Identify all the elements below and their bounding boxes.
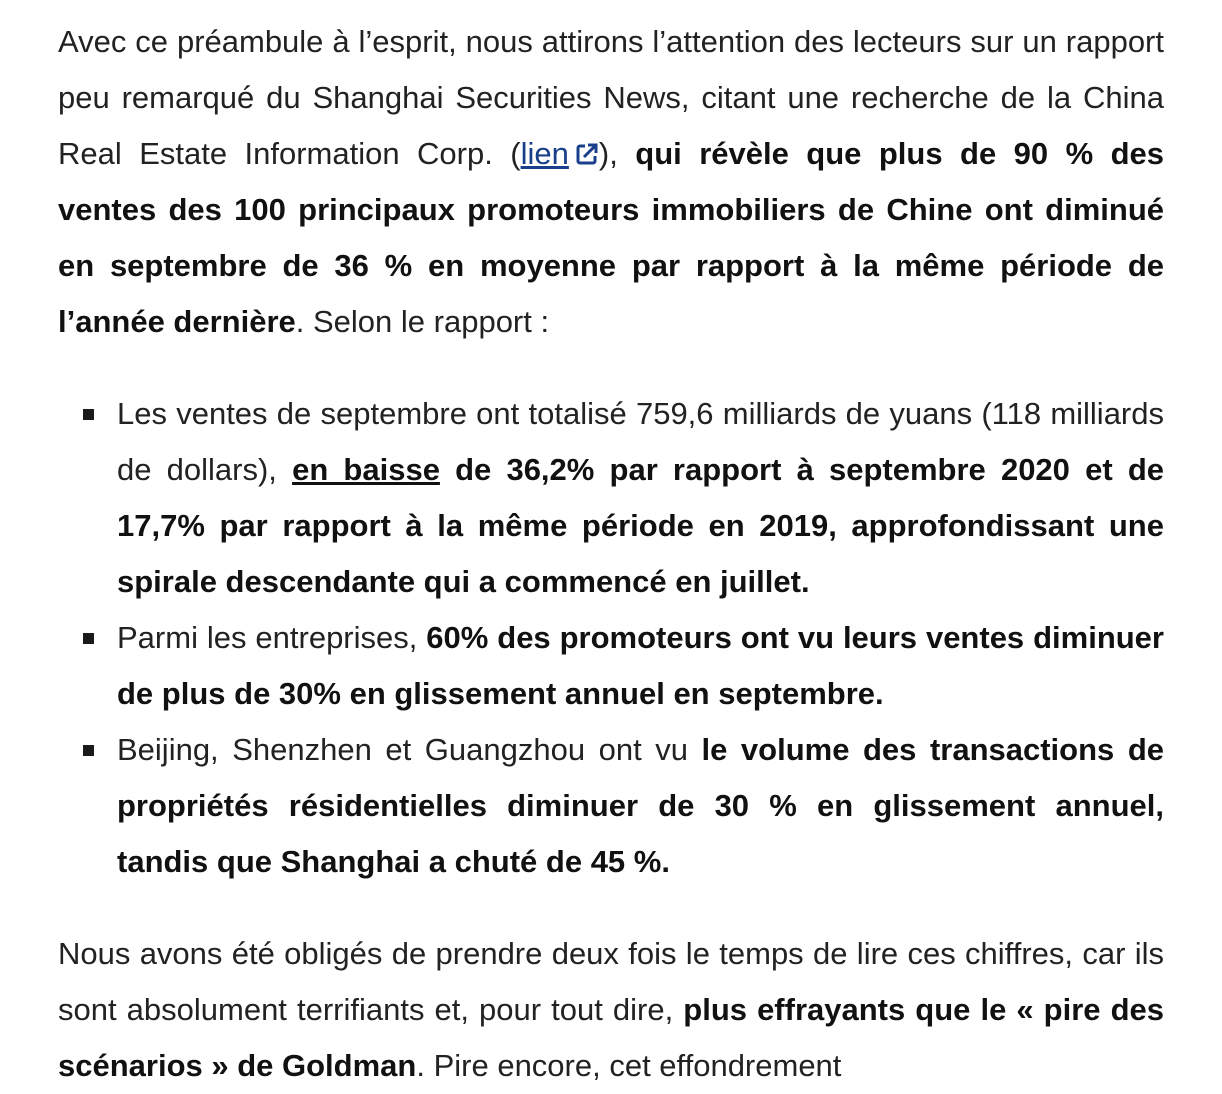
text: . Pire encore, cet effondrement	[416, 1048, 842, 1083]
bold-text: qui révèle que plus de 90 % des ventes des 100 principaux promoteurs immobiliers de Chine ont diminué en septembre de 36 % en moyenne par rapport à la même période de l’année dernière	[58, 136, 1164, 339]
source-link[interactable]	[521, 136, 569, 171]
bold-text: 60% des promoteurs ont vu leurs ventes diminuer de plus de 30% en glissement annuel en septembre.	[117, 620, 1164, 711]
text: Beijing, Shenzhen et Guangzhou ont vu	[117, 732, 702, 767]
underlined-text: en baisse	[292, 452, 440, 487]
paragraph-conclusion	[58, 926, 1164, 1094]
paragraph-intro	[58, 14, 1164, 350]
bold-underlined-text	[292, 452, 440, 487]
bold-text: de 36,2% par rapport à septembre 2020 et de 17,7% par rapport à la même période en 2019, approfondissant une spirale descendante qui a commencé en juillet.	[117, 452, 1164, 599]
bold-text: plus effrayants que le « pire des scénarios » de Goldman	[58, 992, 1165, 1083]
article-body	[58, 14, 1164, 1094]
text: Nous avons été obligés de prendre deux fois le temps de lire ces chiffres, car ils sont absolument terrifiants et, pour tout dire,	[58, 936, 1164, 1027]
link-text[interactable]: lien	[520, 136, 569, 171]
list-item	[117, 610, 1164, 722]
text: Parmi les entreprises,	[117, 620, 427, 655]
text: ),	[598, 136, 636, 171]
external-link-icon[interactable]	[575, 128, 599, 152]
list-item	[117, 386, 1164, 610]
bold-text: le volume des transactions de propriétés résidentielles diminuer de 30 % en glissement annuel, tandis que Shanghai a chuté de 45 %.	[117, 732, 1165, 879]
bullet-list	[58, 386, 1164, 890]
text: Les ventes de septembre ont totalisé 759,6 milliards de yuans (118 milliards de dollars),	[117, 396, 1164, 487]
text: Avec ce préambule à l’esprit, nous attirons l’attention des lecteurs sur un rapport peu remarqué du Shanghai Securities News, citant une recherche de la China Real Estate Information Corp. (	[58, 24, 1164, 171]
text: . Selon le rapport :	[295, 304, 550, 339]
list-item	[117, 722, 1164, 890]
